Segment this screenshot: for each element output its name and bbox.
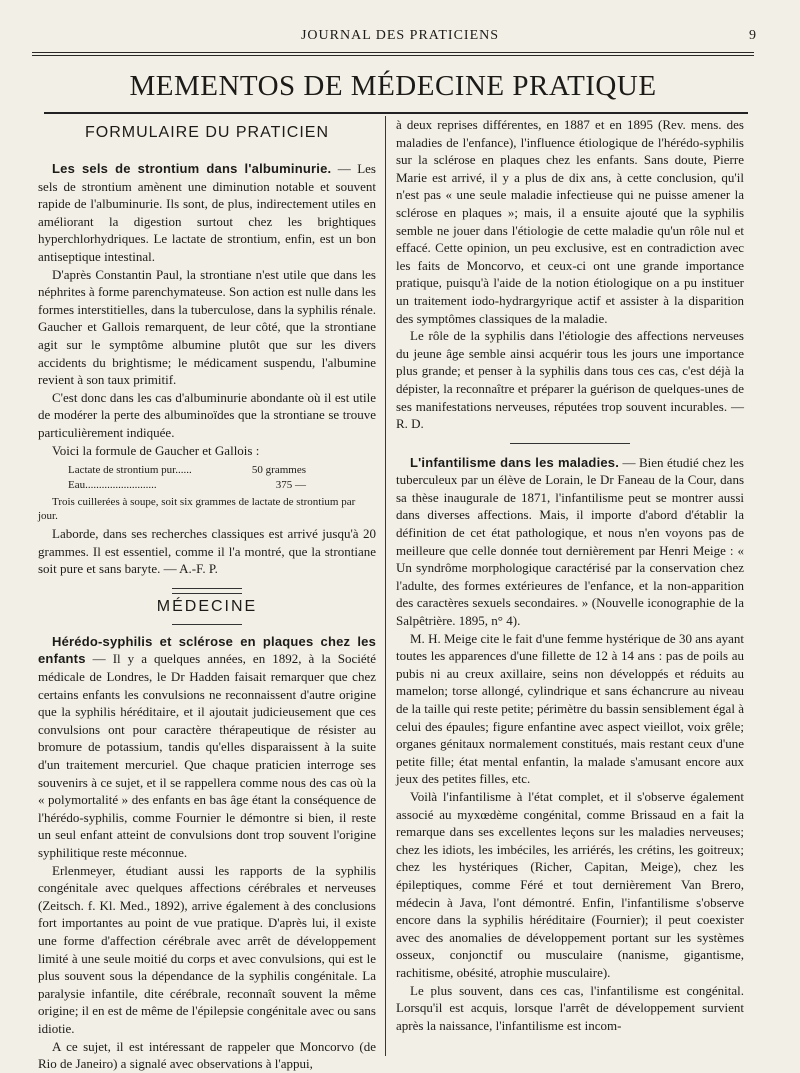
paragraph: M. H. Meige cite le fait d'une femme hystérique de 30 ans ayant toutes les apparences d'une fillette de 12 à 14 ans : pas de poils au pubis ni au creux axillaire, seins non développés et réduits au mamelon; torse allongé, cylindrique et sans échancrure au niveau de la taille qui reste petite; périmètre du bassin sensiblement égal à celui des épaules; figure enfantine avec aspect vieillot, voix grêle; organes génitaux normalement constitués, mais restant ceux d'une petite fille; état mental enfantin, la malade s'amusant encore aux jeux des petites filles, etc. [396, 630, 744, 787]
header-rule [32, 52, 754, 53]
article-lead-infantilisme: L'infantilisme dans les maladies. [410, 454, 620, 470]
paragraph-text: — Il y a quelques années, en 1892, à la Société médicale de Londres, le Dr Hadden faisait remarquer que chez certains enfants les convulsions ne reconnaissent d'autre origine que la syphilis héréditaire, et il ajoutait judicieusement que ces convulsions ont pour caractère thérapeutique de résister au bromure de potassium, tandis qu'elles disparaissent à la suite d'un traitement mercuriel. Que chaque praticien interroge ses souvenirs à ce sujet, et il se rappellera comme nous des cas où la « polymortalité » des enfants en bas âge étant la conséquence de l'hérédo-syphilis, comme Fournier le démontre si bien, il reste un seul enfant atteint de convulsions dont trop souvent l'origine syphilitique reste méconnue. [38, 651, 376, 860]
recipe-row [68, 463, 376, 478]
recipe-quantity: 50 grammes [251, 464, 306, 477]
section-separator [172, 588, 242, 594]
paragraph: C'est donc dans les cas d'albuminurie abondante où il est utile de modérer la perte des albuminoïdes que la strontiane se trouve particulièrement indiquée. [38, 389, 376, 440]
recipe-note: Trois cuillerées à soupe, soit six grammes de lactate de strontium par jour. [38, 496, 356, 523]
column-divider [385, 116, 386, 1056]
page-title: MEMENTOS DE MÉDECINE PRATIQUE [129, 70, 657, 102]
recipe-row [68, 478, 376, 493]
paragraph: Laborde, dans ses recherches classiques est arrivé jusqu'à 20 grammes. Il est essentiel, comme il l'a montré, que la strontiane soit pure et sans baryte. — A.-F. P. [38, 526, 376, 577]
recipe-item: Eau.......................... [68, 479, 157, 492]
section-heading-medecine: MÉDECINE [156, 597, 258, 615]
paragraph: Le rôle de la syphilis dans l'étiologie des affections nerveuses du jeune âge semble ainsi acquérir tous les jours une importance plus grande; et penser à la syphilis dans tous ces cas, c'est déjà la dépister, la reconnaître et préparer la guérison de quelques-unes de ses manifestations nerveuses, réputées trop souvent incurables. — R. D. [396, 328, 744, 432]
journal-title: JOURNAL DES PRATICIENS [300, 28, 500, 43]
paragraph: Voilà l'infantilisme à l'état complet, et il s'observe également associé au myxœdème congénital, comme Brissaud en a fait la remarque dans ses excellentes leçons sur les maladies nerveuses; chez les idiots, les imbéciles, les arriérés, les crétins, les goitreux; chez les hystériques (Richer, Capitan, Meige), chez les épileptiques, comme Féré et tout dernièrement Van Brero, médecin à Java, l'ont démontré. Enfin, l'infantilisme s'observe encore dans la syphilis héréditaire (Fournier); il peut coexister avec des anomalies de développement portant sur les systèmes osseux, conjonctif ou musculaire (nanisme, gigantisme, rachitisme, obésité, atrophie musculaire). [396, 788, 744, 980]
paragraph-text: — Les sels de strontium amènent une diminution notable et souvent rapide de l'albuminurie. Ils sont, de plus, indirectement utiles en améliorant la digestion surtout chez les brightiques hyperchlorhydriques. Le lactate de strontium, enfin, est un bon antiseptique intestinal. [38, 161, 376, 264]
title-rule [44, 112, 748, 114]
paragraph: D'après Constantin Paul, la strontiane n'est utile que dans les néphrites à forme parenchymateuse. Son action est nulle dans les formes interstitielles, dans la tuberculose, dans la syphilis rénale. Gaucher et Gallois remarquent, de leur côté, que la strontiane agit sur le symptôme albumine plutôt que sur les divers accidents du brightisme; le médicament suspendu, l'albumine revient à son taux primitif. [38, 266, 376, 388]
left-column [38, 116, 376, 1073]
paragraph: A ce sujet, il est intéressant de rappeler que Moncorvo (de Rio de Janeiro) a signalé avec observations à l'appui, [38, 1038, 376, 1072]
recipe-formula [68, 463, 376, 493]
paragraph: à deux reprises différentes, en 1887 et en 1895 (Rev. mens. des maladies de l'enfance), l'influence étiologique de l'hérédo-syphilis sur la sclérose en plaques chez les enfants. Sans doute, Pierre Marie est arrivé, il y a plus de dix ans, à cette conclusion, qu'il n'est pas « une seule maladie infectieuse qui ne puisse amener la sclérose en plaques »; mais, il a ensuite ajouté que la syphilis semble ne jouer dans l'étiologie de cette maladie qu'un rôle nul et effacé. Cette opinion, un peu exclusive, est en contradiction avec les faits de Moncorvo, et ceux-ci ont une grande importance pratique, puisqu'à l'aide de la notion étiologique on a pu instituer un traitement iodo-hydrargyrique actif et assister à la disparition des symptômes classiques de la maladie. [396, 117, 744, 326]
paragraph-text: — Bien étudié chez les tuberculeux par un élève de Lorain, le Dr Faneau de la Cour, dans sa thèse inaugurale de 1871, l'infantilisme peut se montrer aussi dans diverses affections. Mais, il importe d'abord d'établir la définition de cet état pathologique, et nous n'en voyons pas de meilleure que celle donnée tout dernièrement par Henri Meige : « Un syndrôme morphologique caractérisé par la conservation chez l'adulte, des formes extérieures de l'enfance, et la non-apparition des caractères sexuels secondaires. » (Nouvelle iconographie de la Salpêtrière. 1895, n° 4). [396, 454, 744, 629]
recipe-item: Lactate de strontium pur...... [68, 464, 192, 477]
article-lead-strontium: Les sels de strontium dans l'albuminurie. [52, 161, 332, 176]
recipe-quantity: 375 — [275, 479, 306, 492]
header-rule-lower [32, 55, 754, 56]
article-lead-heredo-syphilis: Hérédo-syphilis et sclérose en plaques chez les enfants [38, 633, 376, 667]
paragraph: Le plus souvent, dans ces cas, l'infantilisme est congénital. Lorsqu'il est acquis, lorsque l'arrêt de développement survient après la naissance, l'infantilisme est incom- [396, 982, 744, 1033]
heading-underline [172, 624, 242, 625]
paragraph [38, 160, 376, 266]
page-number: 9 [749, 28, 756, 43]
section-heading-formulaire: FORMULAIRE DU PRATICIEN [84, 124, 330, 141]
article-separator [510, 443, 630, 444]
paragraph: Voici la formule de Gaucher et Gallois : [52, 442, 260, 458]
paragraph [38, 633, 376, 862]
paragraph: Erlenmeyer, étudiant aussi les rapports de la syphilis congénitale avec quelques affections cérébrales et nerveuses (Zeitsch. f. Kl. Med., 1892), arrive également à des conclusions fort importantes au point de vue pratique. D'après lui, il existe une forme d'affection cérébrale avec arrêt de développement limité à une seule moitié du corps et avec convulsions, qui est le plus souvent sous la dépendance de la syphilis congénitale. La paralysie infantile, dite cérébrale, reconnaît souvent la même origine; il en est de même de l'épilepsie congénitale avec ou sans idiotie. [38, 862, 376, 1036]
running-header [30, 28, 770, 48]
paragraph [396, 454, 744, 630]
right-column [396, 116, 744, 1034]
